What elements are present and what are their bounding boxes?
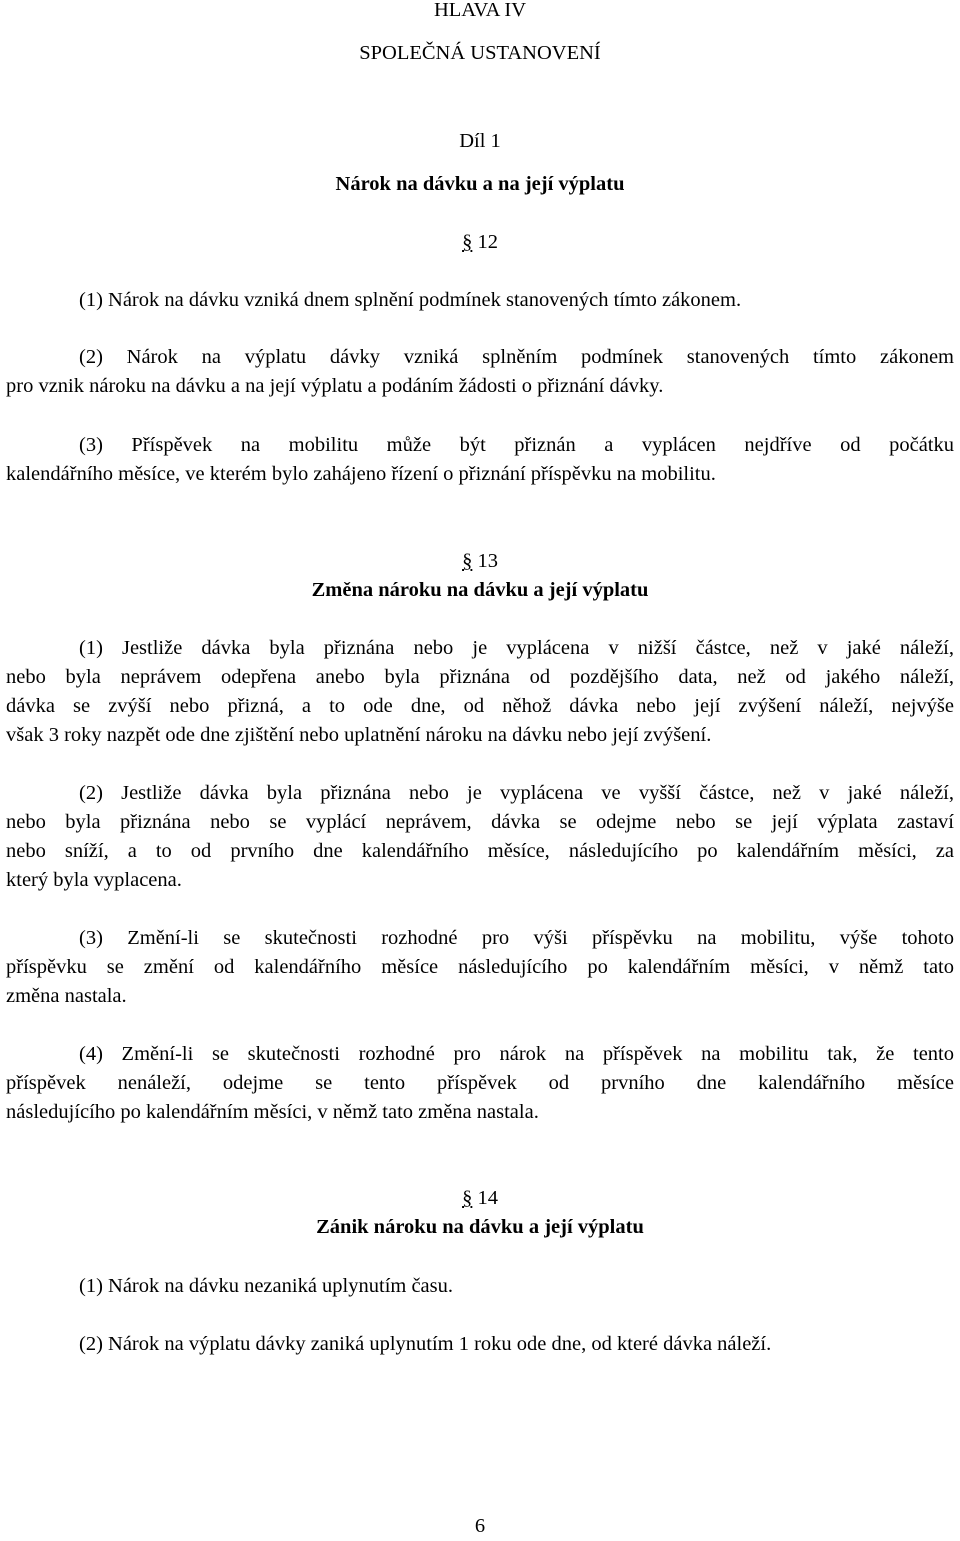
text-line: (2) Nárok na výplatu dávky vzniká splněním podmínek stanovených tímto zákonem [79,346,954,368]
text-line: pro vznik nároku na dávku a na její výplatu a podáním žádosti o přiznání dávky. [6,375,664,397]
section-sign: § [462,550,473,572]
section-sign: § [462,231,473,253]
text-line: (4) Změní-li se skutečnosti rozhodné pro nárok na příspěvek na mobilitu tak, že tento [79,1043,954,1065]
text-line: nebo sníží, a to od prvního dne kalendářního měsíce, následujícího po kalendářním měsíci, za [6,840,954,862]
text-line: nebo byla přiznána nebo se vyplácí neprávem, dávka se odejme nebo se její výplata zastaví [6,811,954,833]
s13-paragraph-4 [6,1040,954,1127]
s12-paragraph-1 [6,286,954,315]
s12-paragraph-2 [6,343,954,401]
text-line: kalendářního měsíce, ve kterém bylo zahájeno řízení o přiznání příspěvku na mobilitu. [6,463,716,485]
text-line: (3) Změní-li se skutečnosti rozhodné pro výši příspěvku na mobilitu, výše tohoto [79,927,954,949]
s13-paragraph-1 [6,634,954,750]
section-13-number: 13 [477,550,498,572]
chapter-heading: HLAVA IV [433,0,527,21]
s14-paragraph-2 [6,1330,954,1359]
text-line: dávka se zvýší nebo přizná, a to ode dne, od něhož dávka nebo její zvýšení náleží, nejvýše [6,695,954,717]
section-13-title: Změna nároku na dávku a její výplatu [311,579,649,601]
section-12-heading [0,228,960,257]
part-heading: Díl 1 [459,130,501,152]
text-line: však 3 roky nazpět ode dne zjištění nebo uplatnění nároku na dávku nebo její zvýšení. [6,724,712,746]
section-14-title: Zánik nároku na dávku a její výplatu [316,1216,644,1238]
section-14-number: 14 [477,1187,498,1209]
section-sign: § [462,1187,473,1209]
part-title: Nárok na dávku a na její výplatu [335,173,625,195]
chapter-title: SPOLEČNÁ USTANOVENÍ [359,42,601,64]
text-line: příspěvku se změní od kalendářního měsíce následujícího po kalendářním měsíci, v němž tato [6,956,954,978]
s13-paragraph-3 [6,924,954,1011]
s12-paragraph-3 [6,431,954,489]
text-line: (2) Nárok na výplatu dávky zaniká uplynutím 1 roku ode dne, od které dávka náleží. [79,1333,772,1355]
section-12-number: 12 [477,231,498,253]
text-line: (1) Jestliže dávka byla přiznána nebo je vyplácena v nižší částce, než v jaké náleží, [79,637,954,659]
text-line: (1) Nárok na dávku vzniká dnem splnění podmínek stanovených tímto zákonem. [79,289,742,311]
s14-paragraph-1 [6,1272,954,1301]
s13-paragraph-2 [6,779,954,895]
section-14-heading [0,1184,960,1213]
text-line: následujícího po kalendářním měsíci, v němž tato změna nastala. [6,1101,539,1123]
text-line: (1) Nárok na dávku nezaniká uplynutím času. [79,1275,454,1297]
text-line: (3) Příspěvek na mobilitu může být přiznán a vyplácen nejdříve od počátku [79,434,954,456]
text-line: příspěvek nenáleží, odejme se tento příspěvek od prvního dne kalendářního měsíce [6,1072,954,1094]
text-line: nebo byla neprávem odepřena anebo byla přiznána od pozdějšího data, než od jakého náleží, [6,666,954,688]
text-line: který byla vyplacena. [6,869,182,891]
text-line: (2) Jestliže dávka byla přiznána nebo je vyplácena ve vyšší částce, než v jaké náleží, [79,782,954,804]
section-13-heading [0,547,960,576]
text-line: změna nastala. [6,985,127,1007]
page-number: 6 [474,1515,486,1537]
